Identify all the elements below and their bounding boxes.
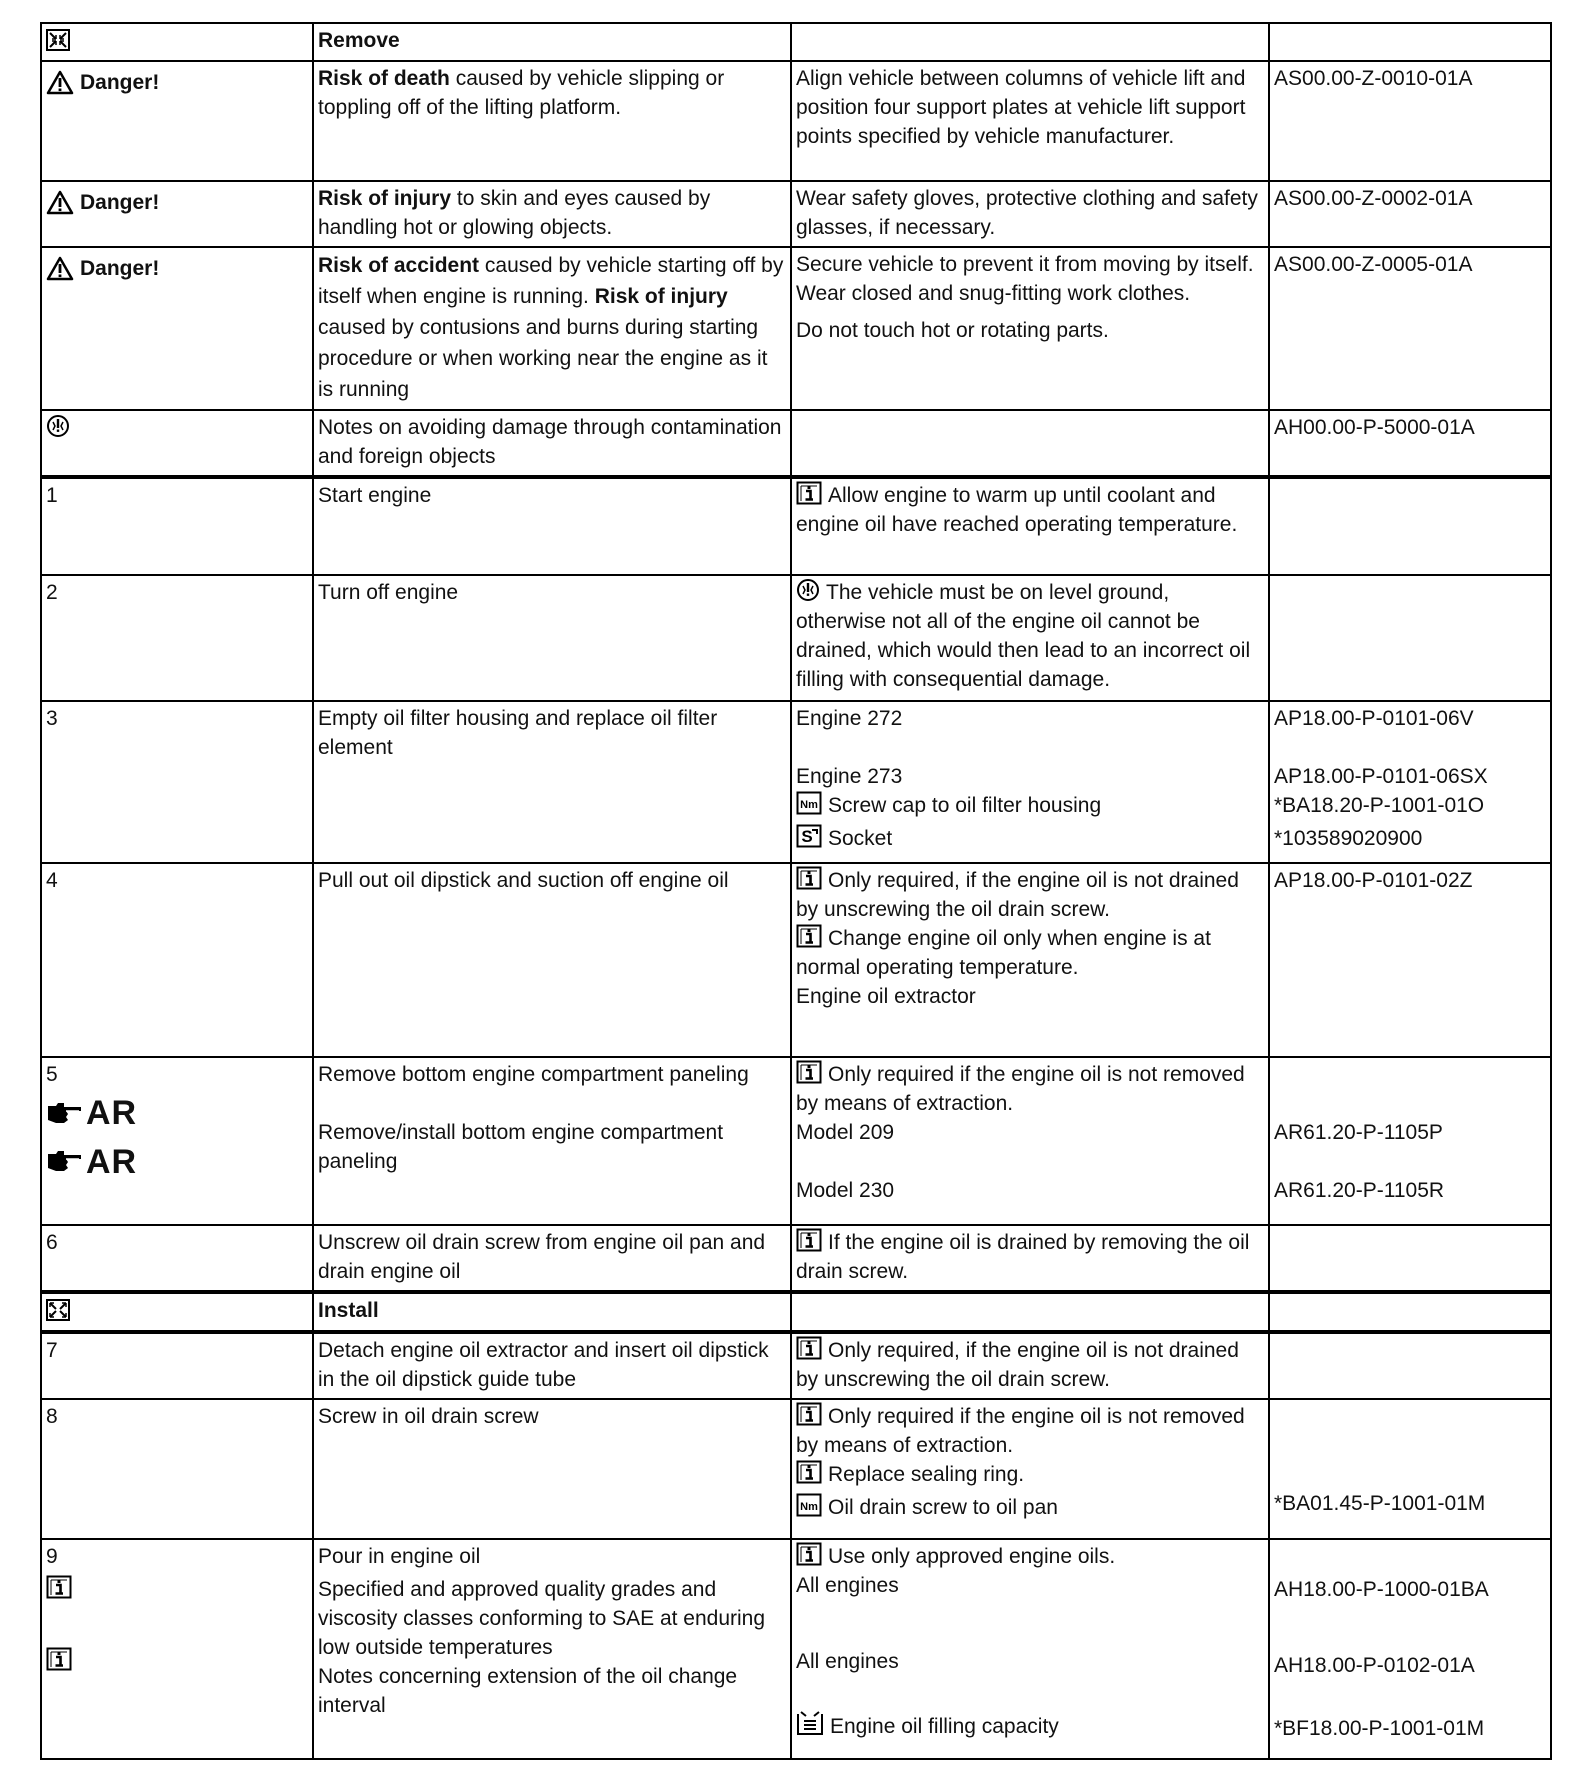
svg-text:Nm: Nm [800, 799, 818, 811]
notice-row [41, 410, 1551, 477]
step-number: 9 [41, 1539, 313, 1759]
ar-reference-label[interactable]: AR [46, 1148, 137, 1177]
info-box-icon [796, 1402, 822, 1426]
install-arrows-icon [46, 1299, 70, 1321]
step-note: Only required if the engine oil is not removed by means of extraction. Model 209 Model 230 [791, 1057, 1269, 1225]
step-number: 4 [41, 863, 313, 1057]
step-note: The vehicle must be on level ground, otherwise not all of the engine oil cannot be drained, which would then lead to an incorrect oil filling with consequential damage. [791, 575, 1269, 701]
step-action: Start engine [313, 477, 791, 575]
info-box-icon [796, 1336, 822, 1360]
step-note: Allow engine to warm up until coolant and engine oil have reached operating temperature. [791, 477, 1269, 575]
pointing-hand-icon [46, 1100, 84, 1128]
step-row [41, 863, 1551, 1057]
step-action: Empty oil filter housing and replace oil filter element [313, 701, 791, 863]
warning-triangle-icon [46, 70, 74, 95]
step-action: Unscrew oil drain screw from engine oil pan and drain engine oil [313, 1225, 791, 1292]
info-box-icon [796, 924, 822, 948]
risk-description: Risk of injury to skin and eyes caused by handling hot or glowing objects. [313, 181, 791, 247]
document-reference[interactable]: AS00.00-Z-0002-01A [1269, 181, 1551, 247]
info-box-icon [46, 1575, 72, 1599]
info-box-icon [796, 481, 822, 505]
danger-label: Danger! [46, 68, 159, 97]
danger-row [41, 181, 1551, 247]
step-action: Pour in engine oil Specified and approved quality grades and viscosity classes conforming to SAE at enduring low outside temperatures Notes concerning extension of the oil change interval [313, 1539, 791, 1759]
safety-measure: Secure vehicle to prevent it from moving by itself. Wear closed and snug-fitting work clothes. Do not touch hot or rotating parts. [791, 247, 1269, 410]
procedure-table [40, 22, 1552, 1760]
danger-row [41, 61, 1551, 181]
risk-description: Risk of accident caused by vehicle starting off by itself when engine is running. Risk of injury caused by contusions and burns during starting procedure or when working near the engine as it is running [313, 247, 791, 410]
step-row [41, 1332, 1551, 1399]
step-row [41, 575, 1551, 701]
info-box-icon [46, 1647, 72, 1671]
step-note: Only required if the engine oil is not removed by means of extraction. Replace sealing ring. Nm Oil drain screw to oil pan [791, 1399, 1269, 1539]
step-row [41, 701, 1551, 863]
step-number: 3 [41, 701, 313, 863]
step-action: Turn off engine [313, 575, 791, 701]
notice-circle-icon [46, 414, 70, 438]
remove-arrows-icon [46, 29, 70, 51]
step-note: Only required, if the engine oil is not drained by unscrewing the oil drain screw. Change engine oil only when engine is at normal operating temperature. Engine oil extractor [791, 863, 1269, 1057]
document-reference[interactable]: AR61.20-P-1105P AR61.20-P-1105R [1269, 1057, 1551, 1225]
warning-triangle-icon [46, 256, 74, 281]
torque-nm-icon [796, 1493, 822, 1517]
pointing-hand-icon [46, 1148, 84, 1176]
procedure-document [40, 22, 1552, 1760]
ar-reference-label[interactable]: AR [46, 1099, 137, 1128]
torque-nm-icon [796, 791, 822, 815]
step-number: 1 [41, 477, 313, 575]
step-action: Screw in oil drain screw [313, 1399, 791, 1539]
step-row [41, 1399, 1551, 1539]
document-reference[interactable]: AP18.00-P-0101-06V AP18.00-P-0101-06SX *BA18.20-P-1001-01O *103589020900 [1269, 701, 1551, 863]
step-number: 7 [41, 1332, 313, 1399]
install-icon-cell [41, 1292, 313, 1332]
step-number: 5 AR AR [41, 1057, 313, 1225]
risk-description: Risk of death caused by vehicle slipping or toppling off of the lifting platform. [313, 61, 791, 181]
warning-triangle-icon [46, 190, 74, 215]
tool-socket-icon [796, 824, 822, 848]
document-reference[interactable]: AP18.00-P-0101-02Z [1269, 863, 1551, 1057]
step-note: Only required, if the engine oil is not drained by unscrewing the oil drain screw. [791, 1332, 1269, 1399]
step-row [41, 477, 1551, 575]
step-number: 2 [41, 575, 313, 701]
info-box-icon [796, 866, 822, 890]
info-box-icon [796, 1460, 822, 1484]
remove-icon-cell [41, 23, 313, 61]
document-reference[interactable]: AH00.00-P-5000-01A [1269, 410, 1551, 477]
danger-row [41, 247, 1551, 410]
notice-description: Notes on avoiding damage through contamination and foreign objects [313, 410, 791, 477]
safety-measure: Align vehicle between columns of vehicle lift and position four support plates at vehicle lift support points specified by vehicle manufacturer. [791, 61, 1269, 181]
danger-label: Danger! [46, 188, 159, 217]
document-reference[interactable]: AH18.00-P-1000-01BA AH18.00-P-0102-01A *BF18.00-P-1001-01M [1269, 1539, 1551, 1759]
remove-header-title: Remove [313, 23, 791, 61]
safety-measure: Wear safety gloves, protective clothing and safety glasses, if necessary. [791, 181, 1269, 247]
svg-text:Nm: Nm [800, 1501, 818, 1513]
step-note: If the engine oil is drained by removing the oil drain screw. [791, 1225, 1269, 1292]
install-header-row [41, 1292, 1551, 1332]
step-number: 6 [41, 1225, 313, 1292]
step-action: Remove bottom engine compartment paneling Remove/install bottom engine compartment paneling [313, 1057, 791, 1225]
info-box-icon [796, 1060, 822, 1084]
document-reference[interactable]: *BA01.45-P-1001-01M [1269, 1399, 1551, 1539]
info-box-icon [796, 1542, 822, 1566]
notice-circle-icon [796, 578, 820, 602]
document-reference[interactable]: AS00.00-Z-0005-01A [1269, 247, 1551, 410]
step-number: 8 [41, 1399, 313, 1539]
install-header-title: Install [313, 1292, 791, 1332]
step-note: Use only approved engine oils. All engines All engines Engine oil filling capacity [791, 1539, 1269, 1759]
oil-capacity-icon [796, 1710, 824, 1736]
step-action: Detach engine oil extractor and insert oil dipstick in the oil dipstick guide tube [313, 1332, 791, 1399]
danger-label: Danger! [46, 254, 159, 283]
info-box-icon [796, 1228, 822, 1252]
step-row [41, 1539, 1551, 1759]
svg-text:S: S [801, 827, 813, 846]
document-reference[interactable]: AS00.00-Z-0010-01A [1269, 61, 1551, 181]
step-action: Pull out oil dipstick and suction off engine oil [313, 863, 791, 1057]
step-note: Engine 272 Engine 273 Nm Screw cap to oil filter housing S Socket [791, 701, 1269, 863]
remove-header-row [41, 23, 1551, 61]
step-row [41, 1057, 1551, 1225]
step-row [41, 1225, 1551, 1292]
